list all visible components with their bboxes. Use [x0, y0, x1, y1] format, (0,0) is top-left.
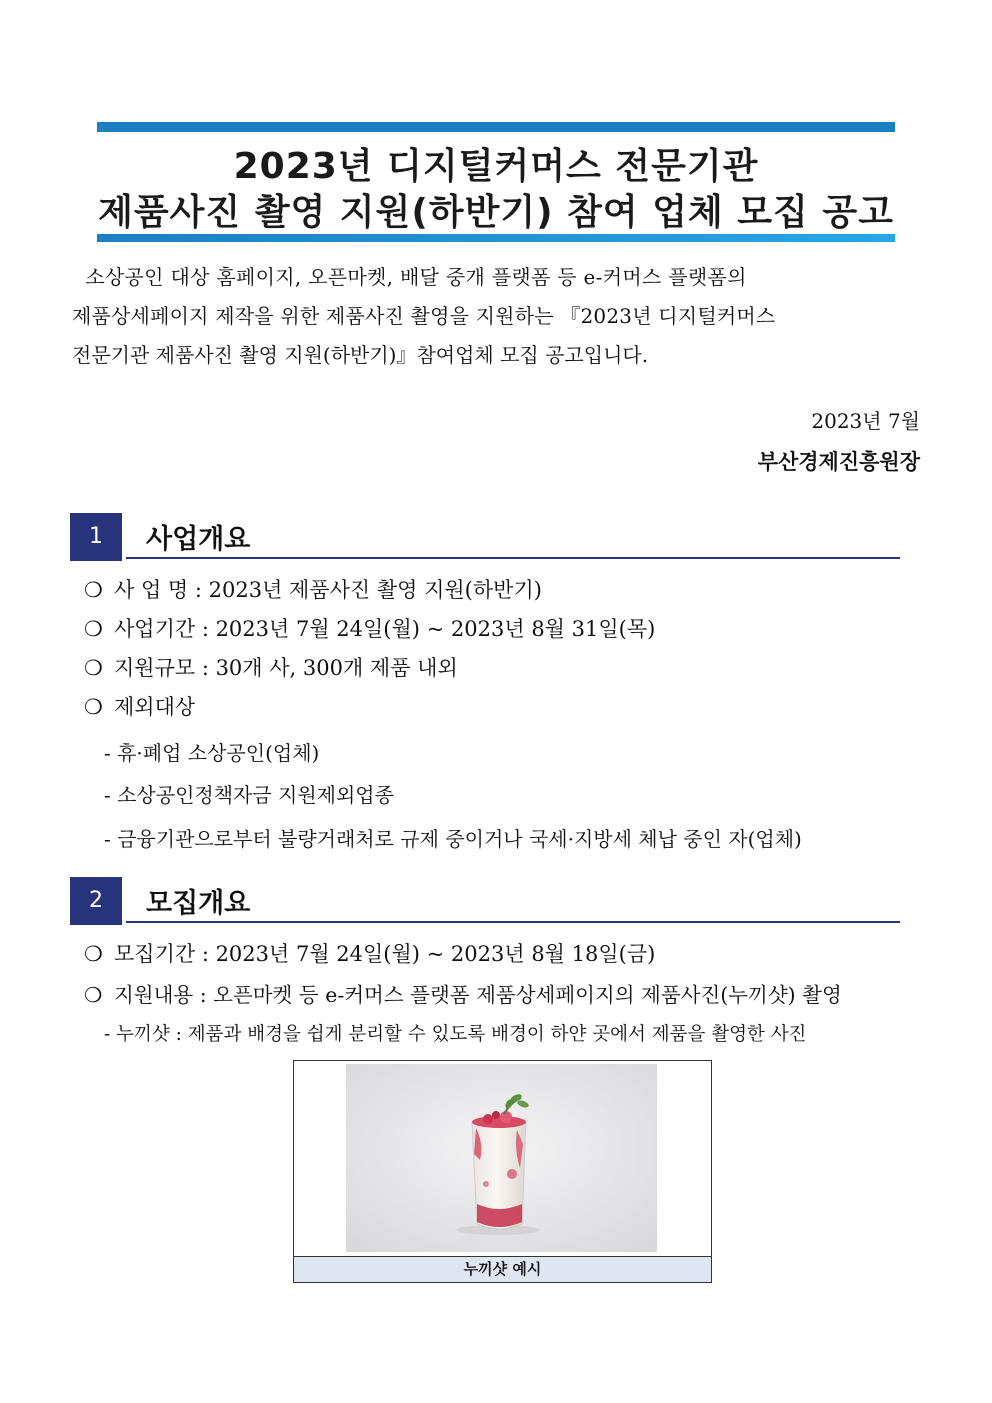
issuer-name: 부산경제진흥원장: [757, 449, 920, 474]
item-text: 제외대상: [114, 695, 196, 719]
list-item-support-scale: [84, 652, 458, 682]
item-text: 지원규모 : 30개 사, 300개 제품 내외: [114, 656, 458, 680]
list-item-business-period: [84, 613, 655, 643]
section-2-number: 2: [70, 877, 122, 925]
item-text: 사업기간 : 2023년 7월 24일(월) ~ 2023년 8월 31일(목): [114, 617, 656, 641]
sub-item-nukki-definition: - 누끼샷 : 제품과 배경을 쉽게 분리할 수 있도록 배경이 하얀 곳에서 제품을 촬영한 사진: [104, 1024, 807, 1045]
list-item-exclusions: [84, 691, 195, 721]
title-bottom-bar: [97, 234, 895, 242]
circle-bullet-icon: ❍: [84, 617, 103, 641]
sub-item-closed-business: - 휴·폐업 소상공인(업체): [104, 741, 320, 765]
intro-paragraph: [72, 258, 922, 375]
section-2-title: 모집개요: [146, 888, 251, 919]
title-top-bar: [97, 122, 895, 132]
intro-line-3: 전문기관 제품사진 촬영 지원(하반기)』참여업체 모집 공고입니다.: [72, 343, 649, 367]
circle-bullet-icon: ❍: [84, 942, 103, 966]
circle-bullet-icon: ❍: [84, 578, 103, 602]
figure-caption: 누끼샷 예시: [294, 1256, 711, 1282]
section-1-underline: [126, 557, 900, 559]
smoothie-glass-image: [346, 1064, 657, 1252]
sub-item-excluded-industry: - 소상공인정책자금 지원제외업종: [104, 783, 394, 807]
title-line-1: 2023년 디지털커머스 전문기관: [233, 146, 759, 187]
list-item-recruit-period: [84, 938, 655, 968]
sub-item-bad-credit: - 금융기관으로부터 불량거래처로 규제 중이거나 국세·지방세 체납 중인 자(업체): [104, 827, 802, 851]
title-line-2: 제품사진 촬영 지원(하반기) 참여 업체 모집 공고: [98, 192, 894, 233]
intro-line-2: 제품상세페이지 제작을 위한 제품사진 촬영을 지원하는 『2023년 디지털커머스: [72, 304, 776, 328]
circle-bullet-icon: ❍: [84, 983, 103, 1007]
notice-date: 2023년 7월: [811, 409, 920, 433]
section-1-header: [70, 513, 900, 561]
section-1-number: 1: [70, 513, 122, 561]
circle-bullet-icon: ❍: [84, 656, 103, 680]
circle-bullet-icon: ❍: [84, 695, 103, 719]
section-2-header: [70, 877, 900, 925]
title-box: [97, 122, 895, 242]
intro-line-1: 소상공인 대상 홈페이지, 오픈마켓, 배달 중개 플랫폼 등 e-커머스 플랫폼의: [72, 265, 747, 289]
section-2-underline: [126, 921, 900, 923]
list-item-business-name: [84, 574, 542, 604]
list-item-support-content: [84, 978, 842, 1008]
item-text: 사 업 명 : 2023년 제품사진 촬영 지원(하반기): [114, 578, 542, 602]
section-1-title: 사업개요: [146, 524, 251, 555]
example-figure: [293, 1060, 712, 1283]
item-text: 지원내용 : 오픈마켓 등 e-커머스 플랫폼 제품상세페이지의 제품사진(누끼샷) 촬영: [114, 983, 842, 1007]
item-text: 모집기간 : 2023년 7월 24일(월) ~ 2023년 8월 18일(금): [114, 942, 656, 966]
product-photo: [346, 1064, 657, 1252]
